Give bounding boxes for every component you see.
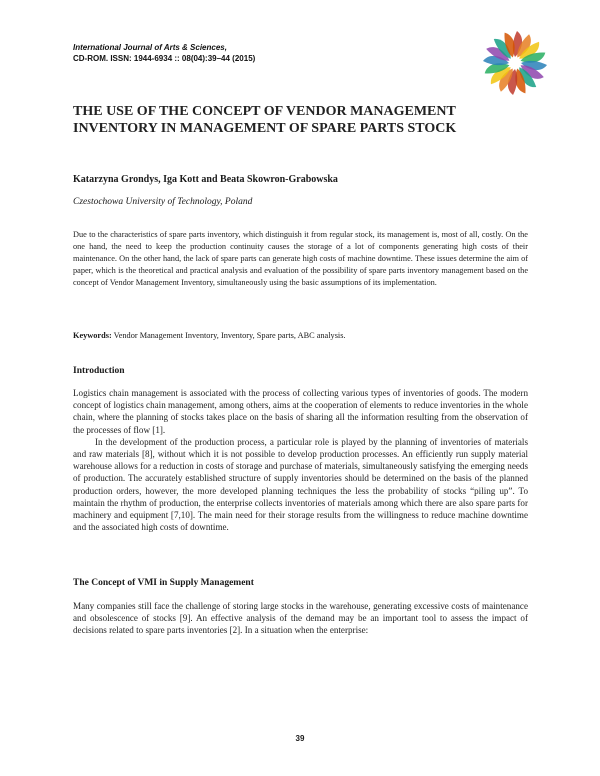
section-heading-vmi: The Concept of VMI in Supply Management xyxy=(73,578,254,588)
title-line-2: INVENTORY IN MANAGEMENT OF SPARE PARTS STOCK xyxy=(73,121,457,136)
article-title xyxy=(73,103,533,137)
abstract: Due to the characteristics of spare parts inventory, which distinguish it from regular stock, its management is, most of all, costly. On the one hand, the need to keep the production continuity causes the storage of a lot of components generating high costs of their maintenance. On the other hand, the lack of spare parts can generate high costs of machine downtime. These issues determine the aim of paper, which is the theoretical and practical analysis and evaluation of the possibility of spare parts inventory management based on the concept of Vendor Management Inventory, simultaneously using the basic assumptions of its implementation. xyxy=(73,230,528,287)
journal-header xyxy=(73,42,433,64)
vmi-paragraph-1: Many companies still face the challenge of storing large stocks in the warehouse, generating excessive costs of maintenance and obsolescence of stocks [9]. An effective analysis of the demand may be an important tool to assess the impact of decisions related to spare parts inventories [2]. In a situation when the enterprise: xyxy=(73,601,528,636)
page-number: 39 xyxy=(295,734,305,743)
journal-name: International Journal of Arts & Sciences, xyxy=(73,43,227,52)
introduction-body xyxy=(73,387,528,533)
article-authors: Katarzyna Grondys, Iga Kott and Beata Skowron-Grabowska xyxy=(73,174,338,185)
keywords-label: Keywords: xyxy=(73,331,112,340)
keywords xyxy=(73,330,528,341)
author-affiliation: Czestochowa University of Technology, Poland xyxy=(73,197,253,207)
section-heading-introduction: Introduction xyxy=(73,366,125,376)
intro-paragraph-1: Logistics chain management is associated with the process of collecting various types of inventories of goods. The modern concept of logistics chain management, among others, aims at the cooperation of elements to reduce inventories in the whole chain, where the planning of stocks takes place on the basis of sharing all the information resulting from the observation of the processes of flow [1]. xyxy=(73,388,528,435)
intro-paragraph-2: In the development of the production process, a particular role is played by the planning of inventories of materials and raw materials [8], without which it is not possible to develop production processes. An efficiently run supply material warehouse allows for a reduction in costs of storage and purchase of materials, simultaneously satisfying the emerging needs of production. The accurately established structure of supply inventories should be determined on the basis of the planned production orders, however, the more developed planning techniques the less the probability of stocks “piling up”. To maintain the rhythm of production, the enterprise collects inventories of materials among which there are also spare parts for machinery and equipment [7,10]. The main need for their storage results from the willingness to reduce machine downtime and the associated high costs of downtime. xyxy=(73,436,528,533)
journal-pinwheel-logo xyxy=(480,28,550,98)
keywords-list: Vendor Management Inventory, Inventory, Spare parts, ABC analysis. xyxy=(113,331,346,340)
title-line-1: THE USE OF THE CONCEPT OF VENDOR MANAGEMENT xyxy=(73,104,456,119)
journal-issn: CD-ROM. ISSN: 1944-6934 :: 08(04):39–44 (2015) xyxy=(73,54,256,63)
